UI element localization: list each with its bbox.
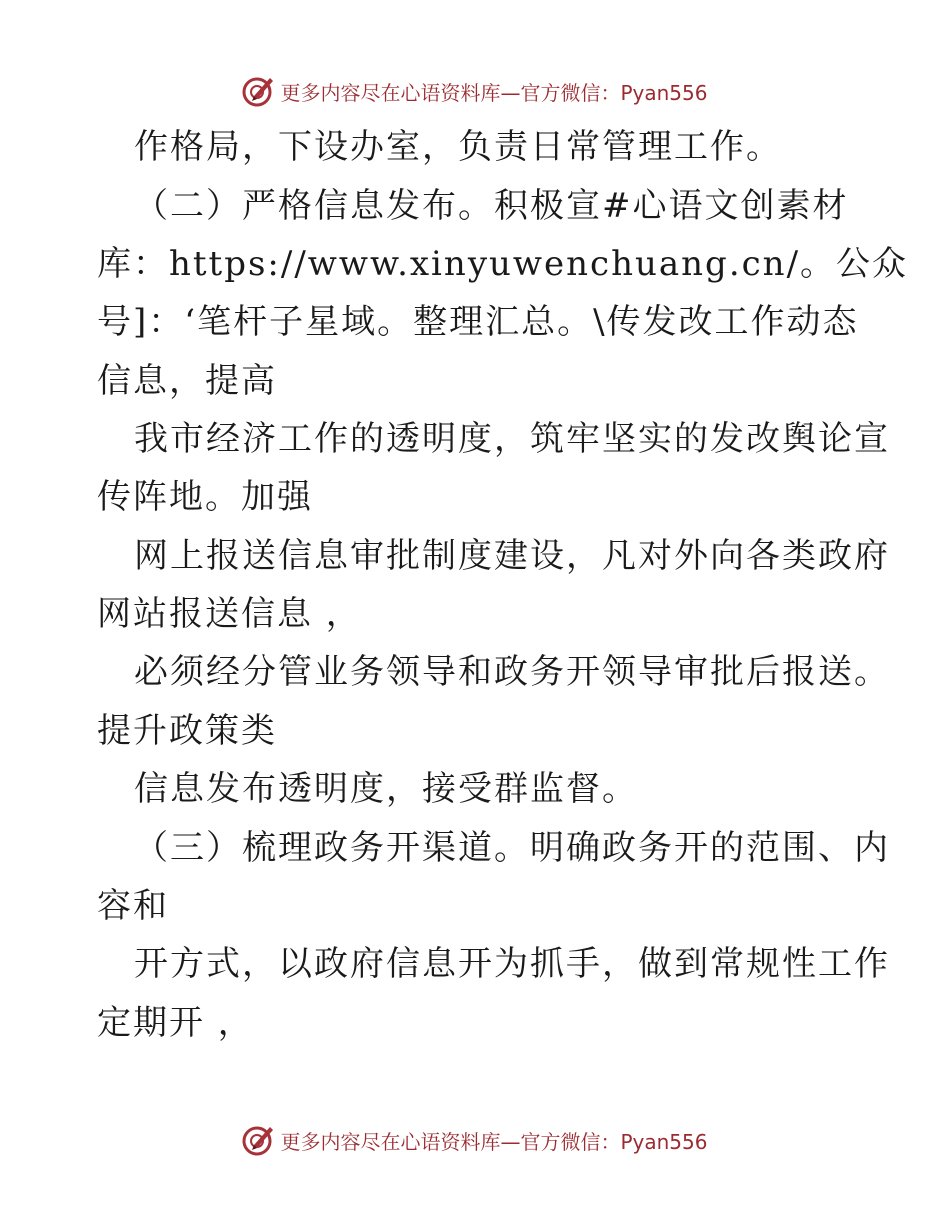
- body-line: 网上报送信息审批制度建设，凡对外向各类政府: [134, 536, 890, 576]
- pen-logo-icon: [242, 1123, 276, 1157]
- body-line: 传阵地。加强: [97, 477, 313, 517]
- body-line: 信息发布透明度，接受群监督。: [134, 769, 638, 809]
- footer-banner: [0, 1120, 950, 1160]
- body-line: （三）梳理政务开渠道。明确政务开的范围、内: [134, 828, 890, 868]
- header-banner: [0, 71, 950, 111]
- body-line: 信息，提高: [97, 361, 277, 401]
- body-line: 我市经济工作的透明度，筑牢坚实的发改舆论宣: [134, 419, 890, 459]
- body-line: 提升政策类: [97, 711, 277, 751]
- body-line: 网站报送信息 ，: [97, 594, 362, 634]
- pen-logo-icon: [242, 74, 276, 108]
- body-line: 定期开 ，: [97, 1003, 254, 1043]
- footer-banner-text: 更多内容尽在心语资料库—官方微信：Pyan556: [280, 1129, 708, 1154]
- header-banner-text: 更多内容尽在心语资料库—官方微信：Pyan556: [280, 80, 708, 105]
- body-line: 容和: [97, 886, 169, 926]
- body-line: （二）严格信息发布。积极宣#心语文创素材: [134, 186, 849, 226]
- body-line: 号]：‘笔杆子星域。整理汇总。\传发改工作动态: [97, 302, 859, 342]
- body-line: 库：https://www.xinyuwenchuang.cn/。公众: [97, 244, 909, 284]
- body-line: 开方式，以政府信息开为抓手，做到常规性工作: [134, 944, 890, 984]
- body-line: 必须经分管业务领导和政务开领导审批后报送。: [134, 652, 890, 692]
- body-line: 作格局，下设办室，负责日常管理工作。: [134, 127, 782, 167]
